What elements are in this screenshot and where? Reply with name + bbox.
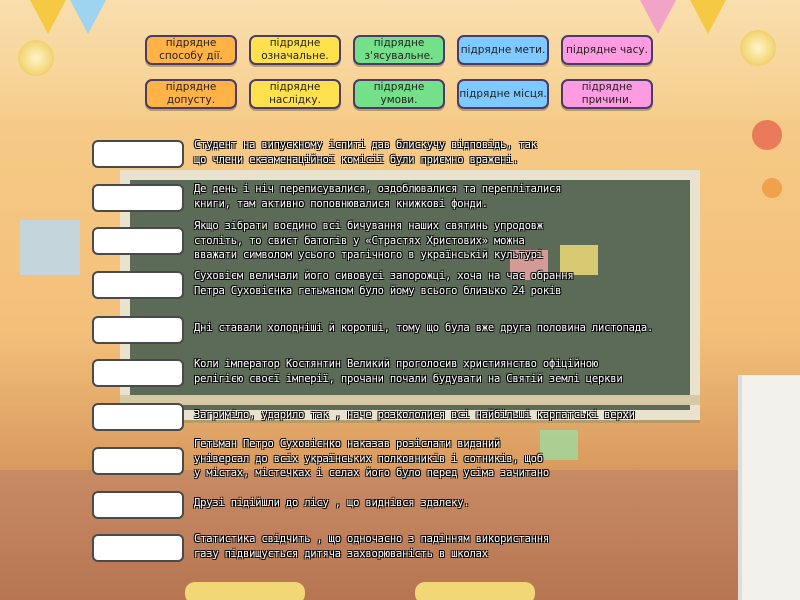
planet-icon xyxy=(762,178,782,198)
sentence-text: Загриміло, ударило так , наче розкололися всі найбільші карпатські верхи xyxy=(194,409,635,421)
lantern-icon xyxy=(740,30,776,66)
sentence-text: Гетьман Петро Суховієнко наказав розіслати виданий універсал до всіх українських полковників і сотників, щоб у містах, містечках і селах його було перед усіма зачитано xyxy=(194,438,550,479)
sentence-text: Статистика свідчить , що одночасно з падінням використання газу підвищується дитяча захворюваність в школах xyxy=(194,533,550,560)
cabinet xyxy=(738,375,800,600)
sentence-text: Коли імператор Костянтин Великий проголосив християнство офіційною релігією своєї імперії, прочани почали будувати на Святій землі церкви xyxy=(194,358,623,385)
planet-icon xyxy=(752,120,782,150)
answer-tile[interactable]: підрядне способу дії. xyxy=(145,35,237,65)
sentence-text: Друзі підійшли до лісу , що виднівся здалеку. xyxy=(194,497,470,509)
sticky-note-icon xyxy=(20,220,80,275)
chair xyxy=(185,582,305,600)
drop-slot[interactable] xyxy=(92,403,184,431)
answer-tile[interactable]: підрядне наслідку. xyxy=(249,79,341,109)
drop-slot[interactable] xyxy=(92,447,184,475)
answer-tile[interactable]: підрядне причини. xyxy=(561,79,653,109)
lantern-icon xyxy=(18,40,54,76)
answer-tile[interactable]: підрядне допусту. xyxy=(145,79,237,109)
drop-slot[interactable] xyxy=(92,140,184,168)
chair xyxy=(415,582,535,600)
drop-slot[interactable] xyxy=(92,227,184,255)
drop-slot[interactable] xyxy=(92,534,184,562)
sentence-text: Суховієм величали його сивовусі запорожці, хоча на час обрання Петра Суховієнка гетьманом було йому всього близько 24 років xyxy=(194,270,574,297)
sentence-text: Студент на випускному іспиті дав блискучу відповідь, так що члени екзаменаційної комісії були приємно вражені. xyxy=(194,139,537,166)
bunting-flag-icon xyxy=(690,0,726,34)
chalkboard-tray xyxy=(120,395,700,405)
drop-slot[interactable] xyxy=(92,491,184,519)
answer-tile[interactable]: підрядне мети. xyxy=(457,35,549,65)
answer-tile[interactable]: підрядне з'ясувальне. xyxy=(353,35,445,65)
answer-tile[interactable]: підрядне часу. xyxy=(561,35,653,65)
drop-slot[interactable] xyxy=(92,359,184,387)
drop-slot[interactable] xyxy=(92,184,184,212)
bunting-flag-icon xyxy=(640,0,676,34)
answer-tile[interactable]: підрядне означальне. xyxy=(249,35,341,65)
answer-tile[interactable]: підрядне місця. xyxy=(457,79,549,109)
sentence-text: Де день і ніч переписувалися, оздоблювалися та перепліталися книги, там активно поповнювалися книжкові фонди. xyxy=(194,183,562,210)
sentence-text: Якщо зібрати воєдино всі бичування наших святинь упродовж століть, то свист батогів у «Страстях Христових» можна вважати символом усього трагічного в українській культурі xyxy=(194,220,543,261)
answer-tile[interactable]: підрядне умови. xyxy=(353,79,445,109)
sentence-text: Дні ставали холоднішi й коротші, тому що була вже друга половина листопада. xyxy=(194,322,654,334)
bunting-flag-icon xyxy=(70,0,106,34)
drop-slot[interactable] xyxy=(92,316,184,344)
bunting-flag-icon xyxy=(30,0,66,34)
drop-slot[interactable] xyxy=(92,271,184,299)
